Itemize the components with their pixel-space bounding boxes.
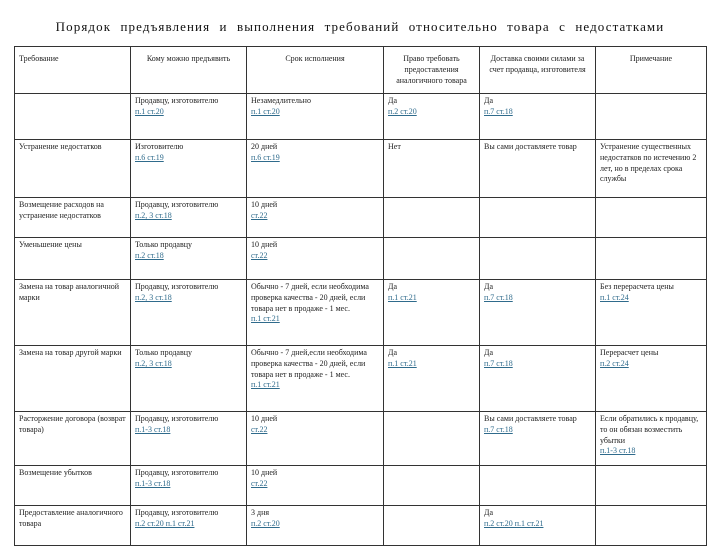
- table-row: [15, 94, 707, 140]
- note-cell: [596, 198, 707, 238]
- law-reference-link[interactable]: п.1 ст.21: [388, 292, 417, 302]
- term-cell: [247, 280, 384, 346]
- law-reference-link[interactable]: п.1 ст.20: [135, 106, 164, 116]
- requirement-text: Возмещение убытков: [19, 468, 92, 477]
- analog-cell: [384, 238, 480, 280]
- requirements-table: [14, 46, 707, 546]
- requirement-text: Расторжение договора (возврат товара): [19, 414, 126, 434]
- term-text: Обычно - 7 дней, если необходима проверка качества - 20 дней, если товара нет в продаже - 1 мес.: [251, 282, 369, 313]
- whom-cell: [131, 466, 247, 506]
- note-cell: [596, 346, 707, 412]
- delivery-cell: [480, 238, 596, 280]
- delivery-text: Да: [484, 348, 494, 357]
- requirement-cell: [15, 94, 131, 140]
- term-text: 10 дней: [251, 414, 278, 423]
- term-text: 10 дней: [251, 468, 278, 477]
- header-term: Срок исполнения: [247, 47, 384, 94]
- term-text: 3 дня: [251, 508, 270, 517]
- whom-cell: [131, 140, 247, 198]
- note-cell: [596, 280, 707, 346]
- law-reference-link[interactable]: п.2 ст.20: [388, 106, 417, 116]
- law-reference-link[interactable]: п.2 ст.20 п.1 ст.21: [135, 518, 195, 528]
- law-reference-link[interactable]: п.7 ст.18: [484, 358, 513, 368]
- analog-cell: [384, 140, 480, 198]
- term-cell: [247, 198, 384, 238]
- analog-cell: [384, 198, 480, 238]
- term-cell: [247, 238, 384, 280]
- term-cell: [247, 94, 384, 140]
- note-cell: [596, 412, 707, 466]
- table-header-row: [15, 47, 707, 94]
- table-row: [15, 140, 707, 198]
- delivery-cell: [480, 140, 596, 198]
- note-text: Перерасчет цены: [600, 348, 659, 357]
- law-reference-link[interactable]: п.6 ст.19: [251, 152, 280, 162]
- whom-cell: [131, 238, 247, 280]
- analog-cell: [384, 280, 480, 346]
- law-reference-link[interactable]: п.2, 3 ст.18: [135, 358, 172, 368]
- law-reference-link[interactable]: п.1-3 ст.18: [600, 446, 636, 456]
- term-cell: [247, 412, 384, 466]
- law-reference-link[interactable]: п.2 ст.20: [251, 518, 280, 528]
- whom-text: Продавцу, изготовителю: [135, 468, 219, 477]
- whom-text: Продавцу, изготовителю: [135, 96, 219, 105]
- whom-text: Продавцу, изготовителю: [135, 414, 219, 423]
- table-row: [15, 412, 707, 466]
- delivery-cell: [480, 94, 596, 140]
- note-text: Если обратились к продавцу, то он обязан возместить убытки: [600, 414, 699, 445]
- law-reference-link[interactable]: п.2, 3 ст.18: [135, 292, 172, 302]
- law-reference-link[interactable]: п.2 ст.24: [600, 358, 629, 368]
- page-title: Порядок предъявления и выполнения требований относительно товара с недостатками: [55, 19, 665, 34]
- delivery-cell: [480, 346, 596, 412]
- note-cell: [596, 140, 707, 198]
- term-cell: [247, 346, 384, 412]
- delivery-text: Да: [484, 282, 494, 291]
- analog-text: Да: [388, 348, 398, 357]
- law-reference-link[interactable]: ст.22: [251, 210, 268, 220]
- requirement-text: Предоставление аналогичного товара: [19, 508, 123, 528]
- analog-cell: [384, 94, 480, 140]
- whom-cell: [131, 346, 247, 412]
- law-reference-link[interactable]: п.1 ст.20: [251, 106, 280, 116]
- delivery-text: Вы сами доставляете товар: [484, 142, 577, 151]
- requirement-text: Замена на товар другой марки: [19, 348, 122, 357]
- whom-text: Изготовителю: [135, 142, 184, 151]
- law-reference-link[interactable]: ст.22: [251, 424, 268, 434]
- law-reference-link[interactable]: п.1-3 ст.18: [135, 478, 171, 488]
- law-reference-link[interactable]: п.1-3 ст.18: [135, 424, 171, 434]
- header-note: Примечание: [596, 47, 707, 94]
- delivery-cell: [480, 280, 596, 346]
- analog-cell: [384, 466, 480, 506]
- term-cell: [247, 466, 384, 506]
- law-reference-link[interactable]: п.1 ст.21: [251, 314, 280, 324]
- law-reference-link[interactable]: п.1 ст.21: [388, 358, 417, 368]
- delivery-cell: [480, 466, 596, 506]
- law-reference-link[interactable]: п.7 ст.18: [484, 106, 513, 116]
- whom-cell: [131, 412, 247, 466]
- law-reference-link[interactable]: ст.22: [251, 250, 268, 260]
- requirement-text: Устранение недостатков: [19, 142, 102, 151]
- term-text: 20 дней: [251, 142, 278, 151]
- whom-text: Продавцу, изготовителю: [135, 282, 219, 291]
- table-row: [15, 346, 707, 412]
- term-cell: [247, 140, 384, 198]
- whom-cell: [131, 198, 247, 238]
- requirement-cell: [15, 412, 131, 466]
- whom-text: Только продавцу: [135, 348, 193, 357]
- header-analog: Право требовать предоставления аналогичного товара: [384, 47, 480, 94]
- law-reference-link[interactable]: п.2, 3 ст.18: [135, 210, 172, 220]
- table-row: [15, 238, 707, 280]
- term-text: Обычно - 7 дней,если необходима проверка качества - 20 дней, если товара нет в продаже - 1 мес.: [251, 348, 367, 379]
- requirement-text: Замена на товар аналогичной марки: [19, 282, 120, 302]
- analog-cell: [384, 412, 480, 466]
- analog-text: Нет: [388, 142, 401, 151]
- term-text: 10 дней: [251, 200, 278, 209]
- whom-text: Только продавцу: [135, 240, 193, 249]
- term-text: Незамедлительно: [251, 96, 311, 105]
- table-row: [15, 198, 707, 238]
- law-reference-link[interactable]: п.1 ст.24: [600, 292, 629, 302]
- whom-cell: [131, 94, 247, 140]
- law-reference-link[interactable]: ст.22: [251, 478, 268, 488]
- law-reference-link[interactable]: п.7 ст.18: [484, 292, 513, 302]
- requirement-text: Уменьшение цены: [19, 240, 82, 249]
- law-reference-link[interactable]: п.6 ст.19: [135, 152, 164, 162]
- header-delivery: Доставка своими силами за счет продавца, изготовителя: [480, 47, 596, 94]
- header-whom: Кому можно предъявить: [131, 47, 247, 94]
- law-reference-link[interactable]: п.7 ст.18: [484, 424, 513, 434]
- requirement-cell: [15, 198, 131, 238]
- analog-cell: [384, 346, 480, 412]
- delivery-text: Да: [484, 96, 494, 105]
- note-text: Без перерасчета цены: [600, 282, 674, 291]
- header-requirement: Требование: [15, 47, 131, 94]
- note-cell: [596, 466, 707, 506]
- requirement-cell: [15, 238, 131, 280]
- requirement-cell: [15, 346, 131, 412]
- requirement-cell: [15, 280, 131, 346]
- requirement-text: Возмещение расходов на устранение недостатков: [19, 200, 104, 220]
- delivery-text: Вы сами доставляете товар: [484, 414, 577, 423]
- analog-text: Да: [388, 282, 398, 291]
- requirement-cell: [15, 140, 131, 198]
- table-row: [15, 466, 707, 506]
- note-cell: [596, 94, 707, 140]
- law-reference-link[interactable]: п.2 ст.18: [135, 250, 164, 260]
- delivery-text: Да: [484, 508, 494, 517]
- law-reference-link[interactable]: п.1 ст.21: [251, 380, 280, 390]
- term-text: 10 дней: [251, 240, 278, 249]
- whom-text: Продавцу, изготовителю: [135, 200, 219, 209]
- law-reference-link[interactable]: п.2 ст.20 п.1 ст.21: [484, 518, 544, 528]
- requirement-cell: [15, 466, 131, 506]
- analog-text: Да: [388, 96, 398, 105]
- note-text: Устранение существенных недостатков по истечению 2 лет, но в пределах срока службы: [600, 142, 697, 184]
- whom-cell: [131, 280, 247, 346]
- table-row: [15, 280, 707, 346]
- note-cell: [596, 238, 707, 280]
- whom-text: Продавцу, изготовителю: [135, 508, 219, 517]
- delivery-cell: [480, 412, 596, 466]
- delivery-cell: [480, 198, 596, 238]
